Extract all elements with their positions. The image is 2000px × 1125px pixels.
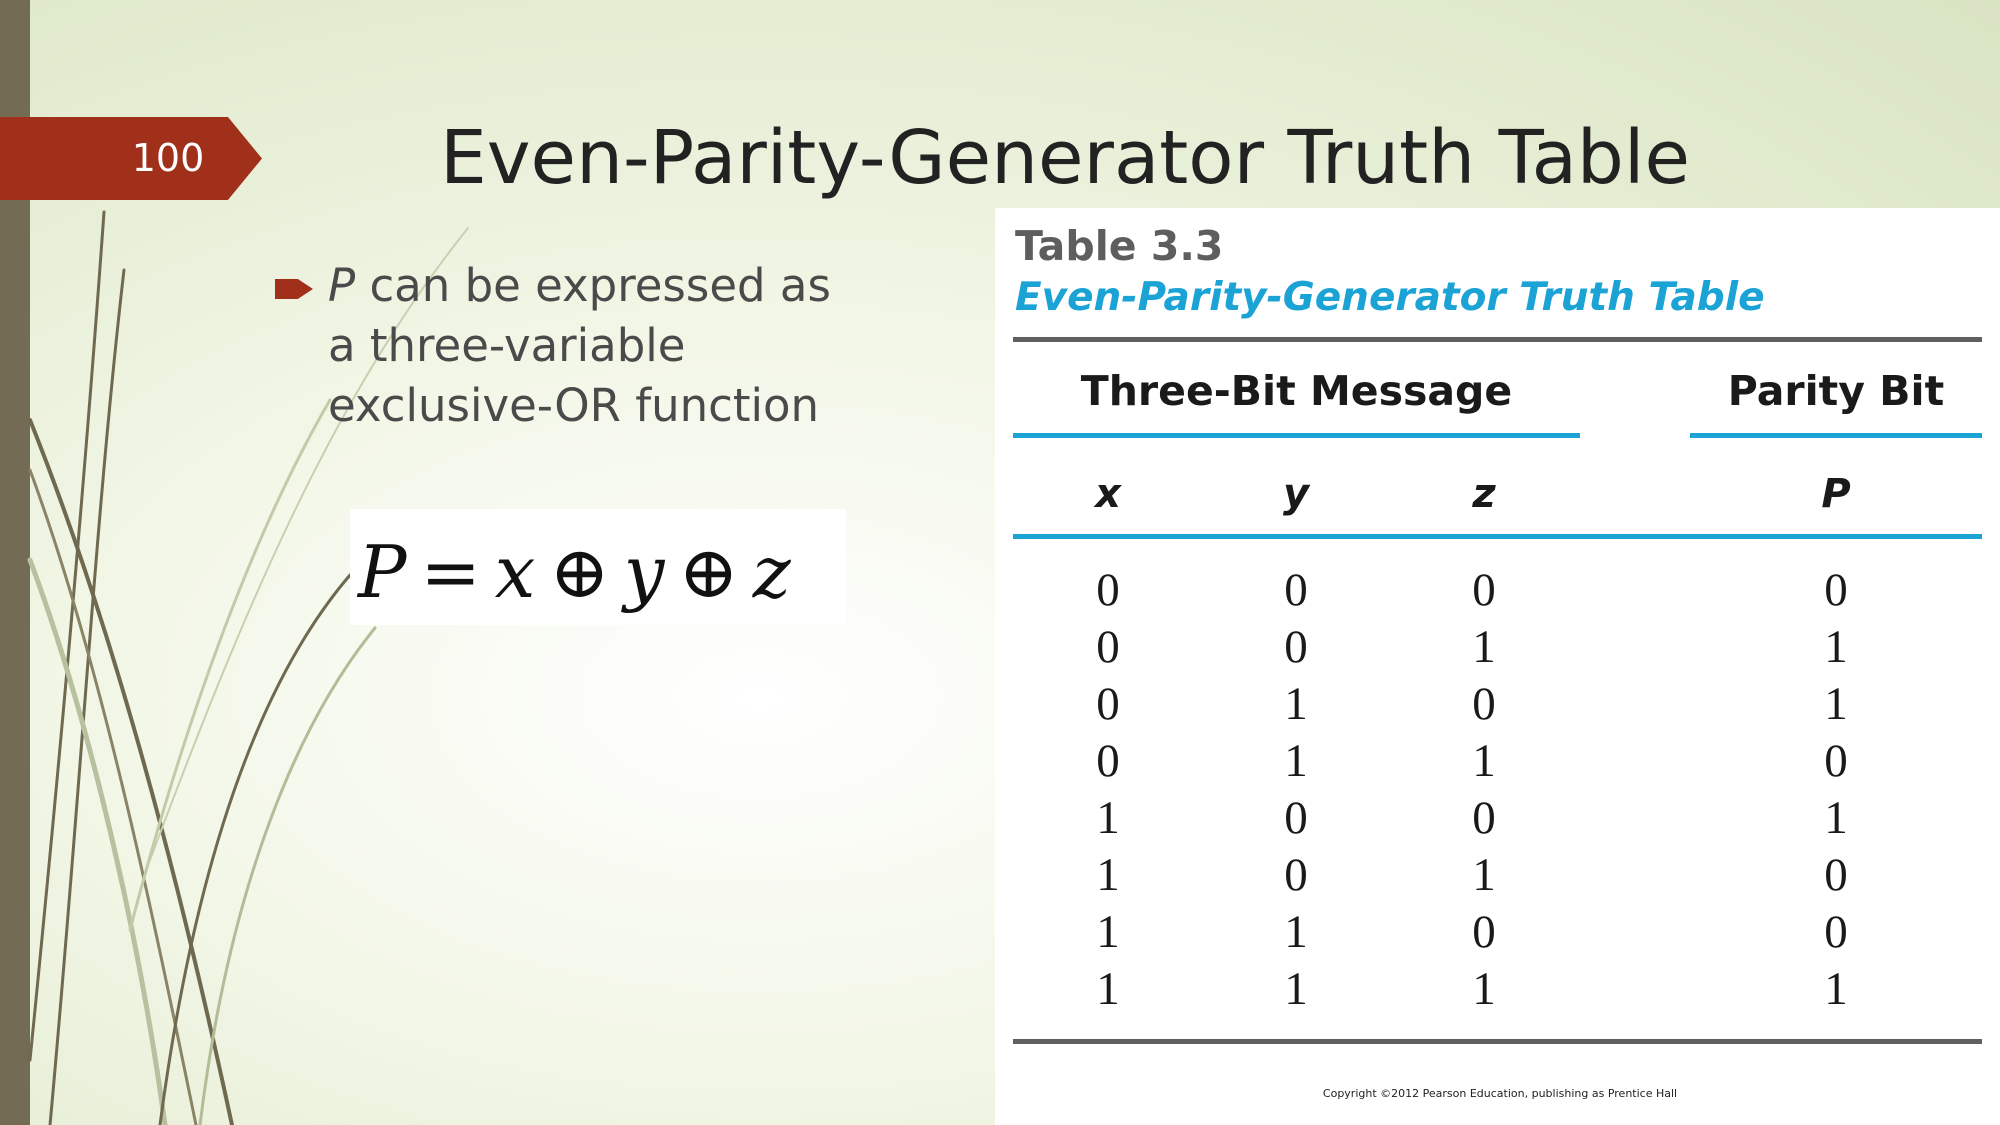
table-cell: 1 [1824,678,1848,730]
xor-operator-2: ⊕ [678,530,739,614]
table-cell: 1 [1284,735,1308,787]
table-cell: 0 [1824,849,1848,901]
table-cell: 0 [1472,678,1496,730]
table-cell: 0 [1284,564,1308,616]
table-cell: 0 [1824,735,1848,787]
copyright-notice: Copyright ©2012 Pearson Education, publishing as Prentice Hall [1322,1087,1678,1100]
formula-lhs: P [358,530,407,614]
xor-operator-1: ⊕ [549,530,610,614]
table-cell: 1 [1284,963,1308,1015]
column-y [1256,562,1336,1018]
formula-equals: = [420,530,481,614]
table-cell: 1 [1284,678,1308,730]
table-cell: 1 [1096,849,1120,901]
table-cell: 0 [1284,621,1308,673]
table-cell: 0 [1284,849,1308,901]
formula-var-x: x [494,530,536,614]
table-cell: 1 [1824,621,1848,673]
table-cell: 0 [1096,621,1120,673]
table-cell: 0 [1824,564,1848,616]
table-cell: 0 [1472,792,1496,844]
table-top-rule [1013,337,1982,342]
formula-var-y: y [623,530,665,614]
table-cell: 0 [1096,678,1120,730]
table-title: Even-Parity-Generator Truth Table [1015,275,1765,320]
table-cell: 0 [1096,564,1120,616]
table-number: Table 3.3 [1015,222,1224,270]
table-cell: 1 [1284,906,1308,958]
table-cell: 1 [1472,621,1496,673]
column-header-z: z [1472,471,1496,517]
column-header-x: x [1095,471,1121,517]
table-cell: 1 [1096,963,1120,1015]
parity-formula [358,527,791,617]
group-header-message: Three-Bit Message [1080,367,1513,415]
column-p [1796,562,1876,1018]
header-underline [1013,534,1982,539]
table-cell: 1 [1472,963,1496,1015]
table-cell: 0 [1284,792,1308,844]
table-cell: 0 [1096,735,1120,787]
bullet-line-2: a three-variable [328,319,686,372]
parity-underline [1690,433,1982,438]
slide-number: 100 [131,136,205,180]
table-cell: 1 [1472,849,1496,901]
formula-var-z: z [752,530,791,614]
table-cell: 0 [1824,906,1848,958]
table-cell: 1 [1472,735,1496,787]
table-cell: 1 [1096,792,1120,844]
bullet-variable: P [328,259,356,312]
message-underline [1013,433,1580,438]
slide-title: Even-Parity-Generator Truth Table [440,115,1690,201]
table-cell: 1 [1824,792,1848,844]
column-x [1068,562,1148,1018]
column-header-y: y [1282,471,1310,517]
bullet-text [328,256,928,436]
table-cell: 0 [1472,564,1496,616]
table-bottom-rule [1013,1039,1982,1044]
table-cell: 1 [1824,963,1848,1015]
bullet-line-1: can be expressed as [355,259,831,312]
table-cell: 0 [1472,906,1496,958]
table-cell: 1 [1096,906,1120,958]
bullet-line-3: exclusive-OR function [328,379,820,432]
column-header-p: P [1821,471,1851,517]
column-z [1444,562,1524,1018]
group-header-parity: Parity Bit [1727,367,1945,415]
